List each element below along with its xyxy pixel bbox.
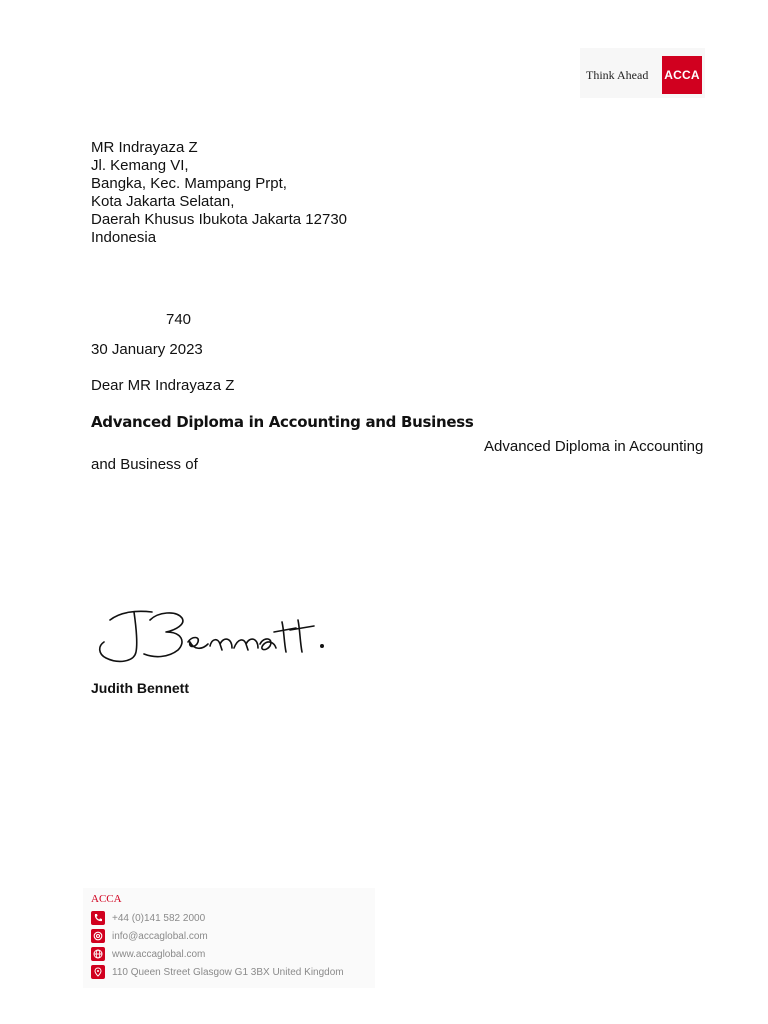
acca-logo: ACCA bbox=[662, 56, 702, 94]
address-line: Daerah Khusus Ibukota Jakarta 12730 bbox=[91, 211, 348, 228]
footer-email[interactable]: info@accaglobal.com bbox=[112, 930, 208, 942]
salutation: Dear MR Indrayaza Z bbox=[91, 377, 235, 394]
globe-icon bbox=[91, 947, 105, 961]
location-icon bbox=[91, 965, 105, 979]
footer-brand: ACCA bbox=[91, 893, 122, 905]
footer-email-row bbox=[91, 929, 208, 943]
letter-date: 30 January 2023 bbox=[91, 341, 203, 358]
footer-phone: +44 (0)141 582 2000 bbox=[112, 912, 206, 924]
address-line: Bangka, Kec. Mampang Prpt, bbox=[91, 175, 287, 192]
address-line: Jl. Kemang VI, bbox=[91, 157, 189, 174]
address-line: Indonesia bbox=[91, 229, 157, 246]
footer-web-row bbox=[91, 947, 205, 961]
logo-tagline: Think Ahead bbox=[586, 68, 649, 82]
footer-address: 110 Queen Street Glasgow G1 3BX United Kingdom bbox=[112, 966, 344, 978]
email-icon bbox=[91, 929, 105, 943]
footer-web[interactable]: www.accaglobal.com bbox=[112, 948, 206, 960]
recipient-address bbox=[91, 139, 347, 247]
letter-heading: Advanced Diploma in Accounting and Business bbox=[91, 413, 474, 431]
reference-number: 740 bbox=[166, 311, 192, 328]
footer-phone-row bbox=[91, 911, 205, 925]
handwritten-signature bbox=[92, 598, 332, 670]
address-line: MR Indrayaza Z bbox=[91, 139, 198, 156]
body-text-line-1: Advanced Diploma in Accounting bbox=[484, 438, 704, 455]
phone-icon bbox=[91, 911, 105, 925]
footer-address-row bbox=[91, 965, 344, 979]
signatory-name: Judith Bennett bbox=[91, 680, 189, 696]
address-line: Kota Jakarta Selatan, bbox=[91, 193, 235, 210]
body-text-line-2: and Business of bbox=[91, 456, 198, 473]
